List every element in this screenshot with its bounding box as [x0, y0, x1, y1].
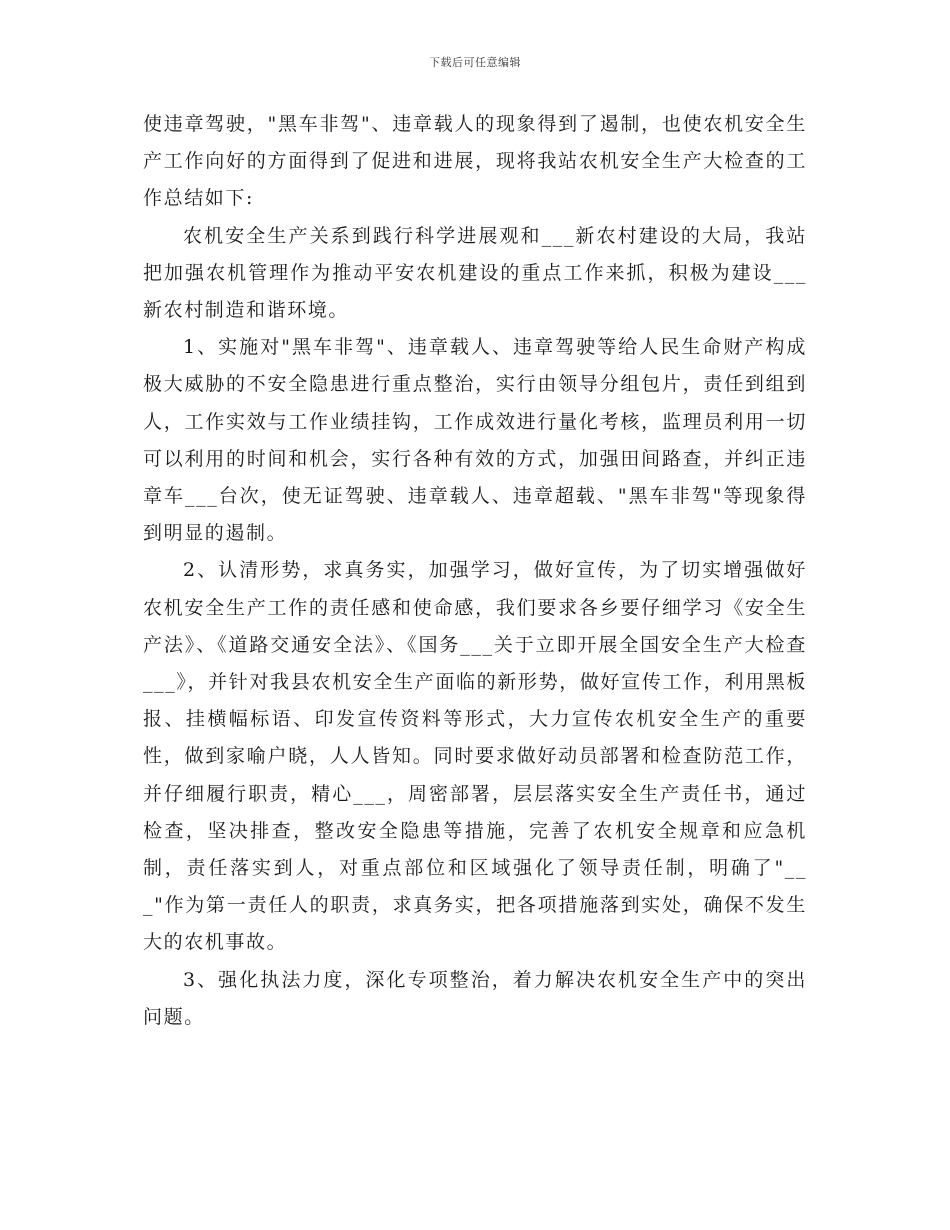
paragraph-intro: 使违章驾驶，"黑车非驾"、违章载人的现象得到了遏制，也使农机安全生产工作向好的方面得到了促进和进展，现将我站农机安全生产大检查的工作总结如下: — [143, 113, 807, 210]
paragraph-item-2: 2、认清形势，求真务实，加强学习，做好宣传，为了切实增强做好农机安全生产工作的责任感和使命感，我们要求各乡要仔细学习《安全生产法》、《道路交通安全法》、《国务___关于立即开展全国安全生产大检查___》，并针对我县农机安全生产面临的新形势，做好宣传工作，利用黑板报、挂横幅标语、印发宣传资料等形式，大力宣传农机安全生产的重要性，做到家喻户晓，人人皆知。同时要求做好动员部署和检查防范工作，并仔细履行职责，精心___，周密部署，层层落实安全生产责任书，通过检查，坚决排查，整改安全隐患等措施，完善了农机安全规章和应急机制，责任落实到人，对重点部位和区域强化了领导责任制，明确了"___"作为第一责任人的职责，求真务实，把各项措施落到实处，确保不发生大的农机事故。 — [143, 559, 807, 954]
paragraph-item-1: 1、实施对"黑车非驾"、违章载人、违章驾驶等给人民生命财产构成极大威胁的不安全隐患进行重点整治，实行由领导分组包片，责任到组到人，工作实效与工作业绩挂钩，工作成效进行量化考核，监理员利用一切可以利用的时间和机会，实行各种有效的方式，加强田间路查，并纠正违章车___台次，使无证驾驶、违章载人、违章超载、"黑车非驾"等现象得到明显的遏制。 — [143, 336, 807, 545]
page-header-note: 下载后可任意编辑 — [429, 56, 521, 69]
document-body — [143, 106, 807, 1036]
paragraph-item-3: 3、强化执法力度，深化专项整治，着力解决农机安全生产中的突出问题。 — [143, 968, 807, 1028]
paragraph-overview: 农机安全生产关系到践行科学进展观和___新农村建设的大局，我站把加强农机管理作为推动平安农机建设的重点工作来抓，积极为建设___新农村制造和谐环境。 — [143, 224, 807, 322]
